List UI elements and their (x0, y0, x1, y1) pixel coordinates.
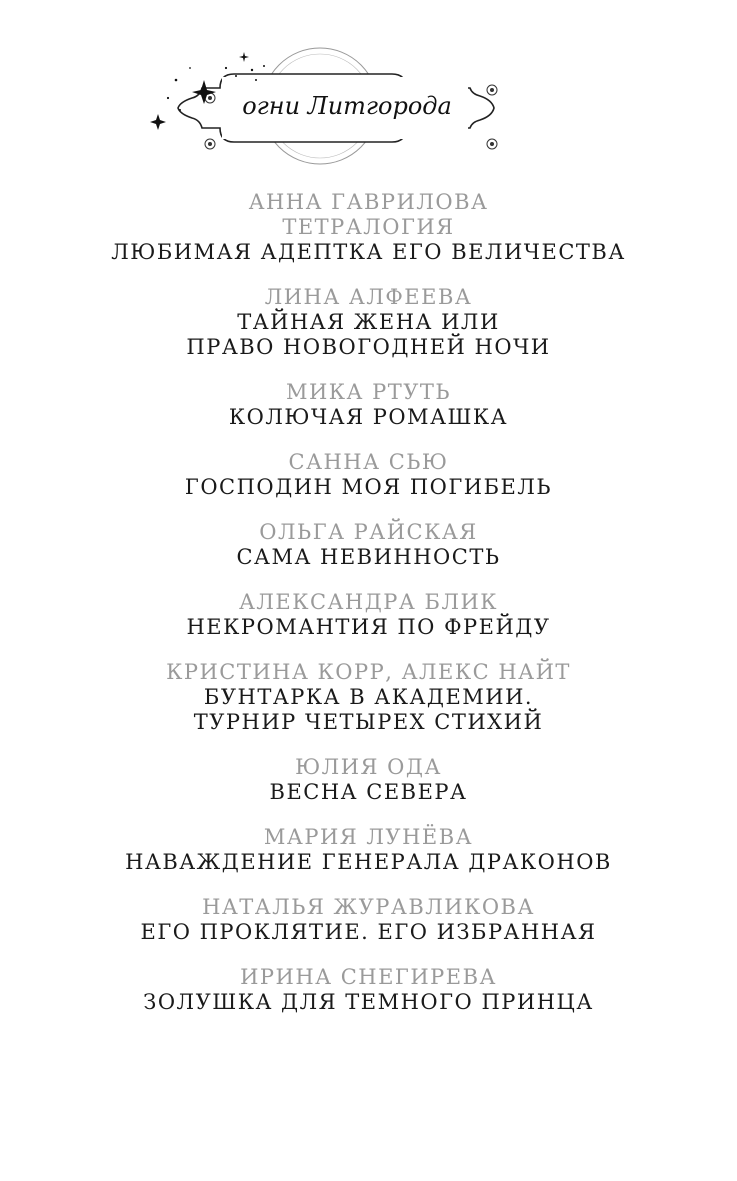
author-name: МИКА РТУТЬ (285, 380, 452, 404)
author-name: ОЛЬГА РАЙСКАЯ (259, 520, 478, 544)
star-icon (150, 114, 166, 130)
list-item (0, 450, 737, 500)
book-title: ПРАВО НОВОГОДНЕЙ НОЧИ (186, 335, 551, 359)
book-title: ВЕСНА СЕВЕРА (269, 780, 468, 804)
list-item (0, 660, 737, 735)
book-title: ЕГО ПРОКЛЯТИЕ. ЕГО ИЗБРАННАЯ (140, 920, 597, 944)
author-name: ЛИНА АЛФЕЕВА (264, 285, 473, 309)
book-title: ТАЙНАЯ ЖЕНА ИЛИ (237, 310, 500, 334)
book-title: САМА НЕВИННОСТЬ (236, 545, 501, 569)
author-name: КРИСТИНА КОРР, АЛЕКС НАЙТ (166, 660, 571, 684)
list-item (0, 895, 737, 945)
list-item (0, 825, 737, 875)
author-name: АННА ГАВРИЛОВА (248, 190, 489, 214)
author-name: ИРИНА СНЕГИРЕВА (240, 965, 497, 989)
list-item (0, 590, 737, 640)
book-title: НЕКРОМАНТИЯ ПО ФРЕЙДУ (186, 615, 551, 639)
author-name: САННА СЬЮ (288, 450, 449, 474)
list-item (0, 965, 737, 1015)
book-title: БУНТАРКА В АКАДЕМИИ. (203, 685, 534, 709)
book-title: ЗОЛУШКА ДЛЯ ТЕМНОГО ПРИНЦА (143, 990, 594, 1014)
author-name: НАТАЛЬЯ ЖУРАВЛИКОВА (202, 895, 535, 919)
series-logo-text: огни Литгорода (242, 92, 452, 120)
book-list (0, 190, 737, 1035)
author-name: МАРИЯ ЛУНЁВА (263, 825, 474, 849)
list-item (0, 755, 737, 805)
list-item (0, 285, 737, 360)
list-item (0, 380, 737, 430)
book-title: ТУРНИР ЧЕТЫРЕХ СТИХИЙ (193, 710, 544, 734)
star-icon (239, 52, 249, 62)
author-name: ЮЛИЯ ОДА (295, 755, 442, 779)
book-title: КОЛЮЧАЯ РОМАШКА (228, 405, 509, 429)
book-title: НАВАЖДЕНИЕ ГЕНЕРАЛА ДРАКОНОВ (125, 850, 612, 874)
book-title: ЛЮБИМАЯ АДЕПТКА ЕГО ВЕЛИЧЕСТВА (111, 240, 626, 264)
series-logo (140, 40, 520, 180)
list-item (0, 520, 737, 570)
author-name: АЛЕКСАНДРА БЛИК (238, 590, 499, 614)
list-item (0, 190, 737, 265)
series-note: ТЕТРАЛОГИЯ (282, 215, 455, 239)
book-title: ГОСПОДИН МОЯ ПОГИБЕЛЬ (184, 475, 553, 499)
